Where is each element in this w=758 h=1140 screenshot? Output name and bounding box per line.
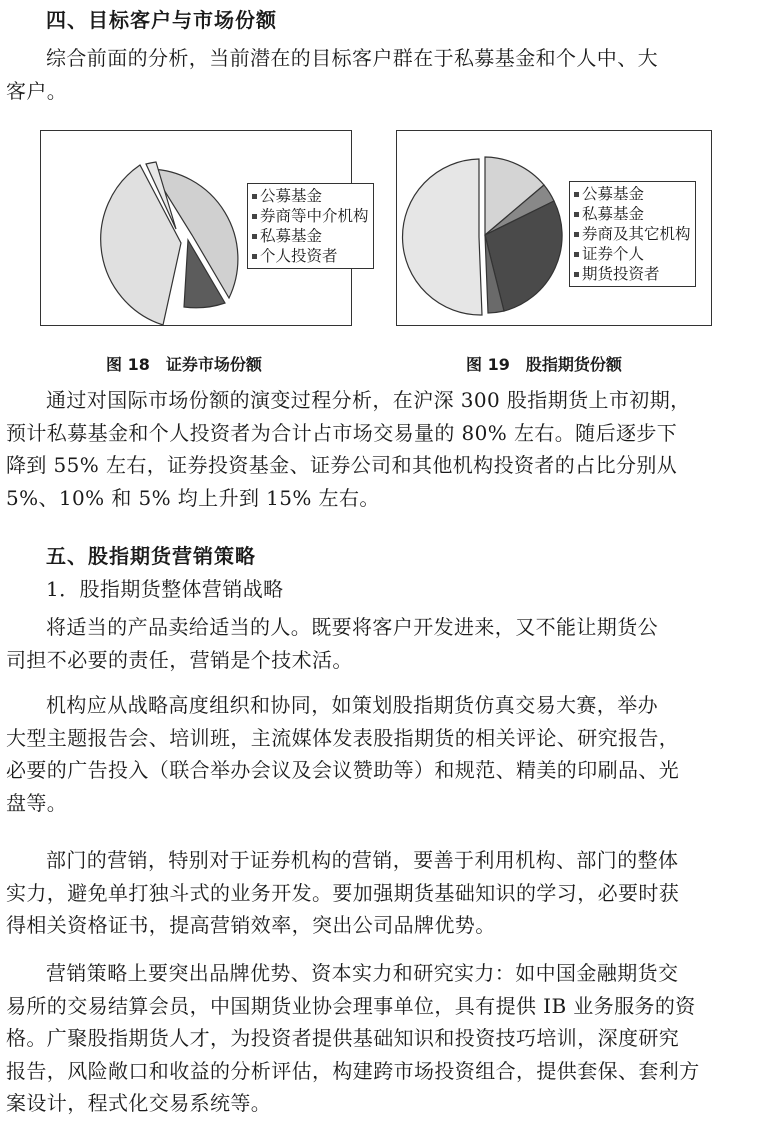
figure18-legend bbox=[247, 183, 374, 269]
market-share-paragraph bbox=[0, 384, 758, 514]
text-line: 5%、10% 和 5% 均上升到 15% 左右。 bbox=[6, 485, 380, 510]
section5-paragraph-1 bbox=[0, 611, 758, 676]
legend-item: 期货投资者 bbox=[574, 264, 691, 284]
legend-item: 公募基金 bbox=[252, 186, 369, 206]
text-line: 实力，避免单打独斗式的业务开发。要加强期货基础知识的学习，必要时获 bbox=[6, 880, 680, 905]
legend-item: 私募基金 bbox=[574, 204, 691, 224]
text-line: 通过对国际市场份额的演变过程分析，在沪深 300 股指期货上市初期， bbox=[46, 388, 691, 412]
legend-item: 券商等中介机构 bbox=[252, 206, 369, 226]
section5-paragraph-3 bbox=[0, 844, 758, 942]
text-line: 盘等。 bbox=[6, 790, 68, 815]
section5-paragraph-4 bbox=[0, 957, 758, 1120]
legend-item: 公募基金 bbox=[574, 184, 691, 204]
text-line: 案设计，程式化交易系统等。 bbox=[6, 1091, 272, 1115]
section5-subheading bbox=[0, 573, 758, 606]
text-line: 报告，风险敞口和收益的分析评估，构建跨市场投资组合，提供套保、套利方 bbox=[6, 1058, 700, 1083]
text-line: 机构应从战略高度组织和协同，如策划股指期货仿真交易大赛，举办 bbox=[46, 693, 658, 717]
text-line: 易所的交易结算会员，中国期货业协会理事单位，具有提供 IB 业务服务的资 bbox=[6, 993, 696, 1018]
section4-paragraph bbox=[0, 42, 758, 107]
text-line: 预计私募基金和个人投资者为合计占市场交易量的 80% 左右。随后逐步下 bbox=[6, 420, 678, 445]
legend-item: 个人投资者 bbox=[252, 246, 369, 266]
text-line: 大型主题报告会、培训班，主流媒体发表股指期货的相关评论、研究报告， bbox=[6, 725, 680, 750]
text-line: 司担不必要的责任，营销是个技术活。 bbox=[6, 647, 353, 672]
section4-heading: 四、目标客户与市场份额 bbox=[46, 8, 277, 32]
pie-slice-qihuo bbox=[403, 159, 482, 315]
legend-item: 券商及其它机构 bbox=[574, 224, 691, 244]
text-line: 将适当的产品卖给适当的人。既要将客户开发进来，又不能让期货公 bbox=[46, 615, 658, 639]
text-line: 营销策略上要突出品牌优势、资本实力和研究实力：如中国金融期货交 bbox=[46, 961, 679, 985]
section5-heading: 五、股指期货营销策略 bbox=[46, 544, 256, 568]
figure18-chart bbox=[40, 130, 369, 326]
text-line: 降到 55% 左右，证券投资基金、证券公司和其他机构投资者的占比分别从 bbox=[6, 453, 678, 477]
legend-item: 私募基金 bbox=[252, 226, 369, 246]
figure19-caption: 图 19 股指期货份额 bbox=[466, 355, 622, 374]
text-line: 必要的广告投入（联合举办会议及会议赞助等）和规范、精美的印刷品、光 bbox=[6, 758, 680, 782]
figure19-legend bbox=[569, 181, 696, 287]
legend-item: 证券个人 bbox=[574, 244, 691, 264]
text-line: 部门的营销，特别对于证券机构的营销，要善于利用机构、部门的整体 bbox=[46, 848, 679, 872]
figure19-chart bbox=[396, 130, 712, 326]
text-line: 客户。 bbox=[6, 78, 68, 103]
text-line: 综合前面的分析，当前潜在的目标客户群在于私募基金和个人中、大 bbox=[46, 46, 658, 70]
text-line: 格。广聚股指期货人才，为投资者提供基础知识和投资技巧培训，深度研究 bbox=[6, 1026, 680, 1050]
section5-paragraph-2 bbox=[0, 689, 758, 819]
subheading-text: 1．股指期货整体营销战略 bbox=[46, 577, 284, 601]
figure18-caption: 图 18 证券市场份额 bbox=[106, 355, 262, 374]
text-line: 得相关资格证书，提高营销效率，突出公司品牌优势。 bbox=[6, 913, 496, 937]
